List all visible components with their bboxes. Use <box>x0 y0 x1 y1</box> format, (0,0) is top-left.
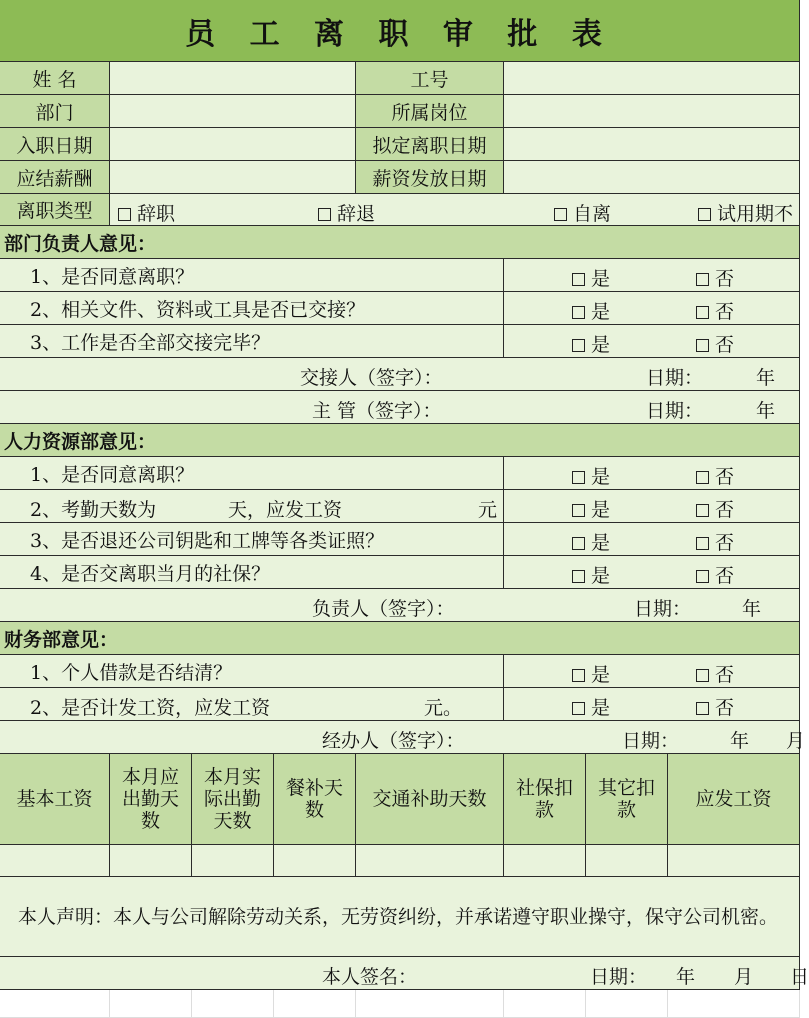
checkbox-icon[interactable] <box>696 504 709 517</box>
salary-header-required-days: 本月应出勤天数 <box>110 754 192 845</box>
finance-q2-text-a: 2、是否计发工资，应发工资 <box>30 697 271 719</box>
date-label: 日期： <box>646 367 704 389</box>
yes-option[interactable]: 是 <box>572 495 610 522</box>
checkbox-icon[interactable] <box>696 669 709 682</box>
leave-type-label: 离职类型 <box>0 194 110 226</box>
position-label: 所属岗位 <box>356 95 504 128</box>
hr-q4-answer <box>504 556 800 589</box>
checkbox-icon[interactable] <box>696 471 709 484</box>
salary-cell-transport-days[interactable] <box>356 845 504 877</box>
blank-cell <box>110 990 192 1018</box>
date-label: 日期： <box>622 730 680 752</box>
hr-sign-label: 负责人（签字）： <box>312 598 455 620</box>
no-option[interactable]: 否 <box>696 528 734 555</box>
finance-q2 <box>0 688 504 721</box>
blank-cell <box>0 990 110 1018</box>
no-option[interactable]: 否 <box>696 297 734 324</box>
hr-sign-row <box>0 589 800 622</box>
salary-header-meal-days: 餐补天数 <box>274 754 356 845</box>
hr-q1-answer <box>504 457 800 490</box>
yes-option[interactable]: 是 <box>572 693 610 720</box>
hire-date-label: 入职日期 <box>0 128 110 161</box>
day-label: 日 <box>790 966 809 988</box>
hr-q3: 3、是否退还公司钥匙和工牌等各类证照？ <box>0 523 504 556</box>
handover-sign-row <box>0 358 800 391</box>
no-option[interactable]: 否 <box>696 330 734 357</box>
leave-date-field[interactable] <box>504 128 800 161</box>
checkbox-icon[interactable] <box>696 537 709 550</box>
salary-cell-meal-days[interactable] <box>274 845 356 877</box>
salary-cell-base[interactable] <box>0 845 110 877</box>
checkbox-icon[interactable] <box>572 471 585 484</box>
checkbox-icon[interactable] <box>572 570 585 583</box>
checkbox-icon[interactable] <box>572 669 585 682</box>
hr-section-heading: 人力资源部意见： <box>0 424 800 457</box>
year-label: 年 <box>756 367 776 389</box>
pay-date-label: 薪资发放日期 <box>356 161 504 194</box>
checkbox-icon[interactable] <box>554 208 567 221</box>
no-option[interactable]: 否 <box>696 462 734 489</box>
no-option[interactable]: 否 <box>696 264 734 291</box>
name-label: 姓 名 <box>0 62 110 95</box>
no-option[interactable]: 否 <box>696 693 734 720</box>
yes-option[interactable]: 是 <box>572 561 610 588</box>
blank-cell <box>668 990 800 1018</box>
blank-cell <box>504 990 586 1018</box>
salary-cell-actual-days[interactable] <box>192 845 274 877</box>
year-label: 年 <box>676 966 696 988</box>
finance-q1: 1、个人借款是否结清？ <box>0 655 504 688</box>
yes-option[interactable]: 是 <box>572 330 610 357</box>
employee-id-field[interactable] <box>504 62 800 95</box>
dept-q3-answer <box>504 325 800 358</box>
salary-cell-net-pay[interactable] <box>668 845 800 877</box>
supervisor-sign-row <box>0 391 800 424</box>
hr-q1: 1、是否同意离职？ <box>0 457 504 490</box>
position-field[interactable] <box>504 95 800 128</box>
month-label: 月 <box>786 730 806 752</box>
finance-q2-answer <box>504 688 800 721</box>
yes-option[interactable]: 是 <box>572 297 610 324</box>
dept-q1: 1、是否同意离职？ <box>0 259 504 292</box>
option-probation[interactable]: 试用期不 <box>698 199 793 226</box>
checkbox-icon[interactable] <box>572 306 585 319</box>
yes-option[interactable]: 是 <box>572 528 610 555</box>
salary-header-actual-days: 本月实际出勤天数 <box>192 754 274 845</box>
dept-q3: 3、工作是否全部交接完毕？ <box>0 325 504 358</box>
hire-date-field[interactable] <box>110 128 356 161</box>
blank-cell <box>274 990 356 1018</box>
yes-option[interactable]: 是 <box>572 660 610 687</box>
blank-cell <box>192 990 274 1018</box>
dept-section-heading: 部门负责人意见： <box>0 226 800 259</box>
no-option[interactable]: 否 <box>696 495 734 522</box>
checkbox-icon[interactable] <box>696 702 709 715</box>
checkbox-icon[interactable] <box>118 208 131 221</box>
finance-sign-row <box>0 721 806 754</box>
finance-q2-text-b: 元。 <box>424 697 463 719</box>
salary-cell-social-insurance[interactable] <box>504 845 586 877</box>
hr-q3-answer <box>504 523 800 556</box>
finance-q1-answer <box>504 655 800 688</box>
salary-cell-required-days[interactable] <box>110 845 192 877</box>
leave-type-options <box>110 194 800 226</box>
checkbox-icon[interactable] <box>696 273 709 286</box>
checkbox-icon[interactable] <box>696 339 709 352</box>
date-label: 日期： <box>590 966 648 988</box>
hr-q2 <box>0 490 504 523</box>
dept-field[interactable] <box>110 95 356 128</box>
checkbox-icon[interactable] <box>696 306 709 319</box>
supervisor-sign-label: 主 管（签字）： <box>312 400 442 422</box>
option-self-leave[interactable]: 自离 <box>554 199 611 226</box>
hr-q2-text-c: 元 <box>478 499 498 521</box>
salary-header-transport-days: 交通补助天数 <box>356 754 504 845</box>
dept-q2-answer <box>504 292 800 325</box>
hr-q4: 4、是否交离职当月的社保？ <box>0 556 504 589</box>
salary-header-net-pay: 应发工资 <box>668 754 800 845</box>
option-resign[interactable]: 辞职 <box>118 199 175 226</box>
month-label: 月 <box>734 966 754 988</box>
leave-date-label: 拟定离职日期 <box>356 128 504 161</box>
employee-signature-row <box>0 957 809 990</box>
salary-header-other-deduction: 其它扣款 <box>586 754 668 845</box>
checkbox-icon[interactable] <box>572 273 585 286</box>
yes-option[interactable]: 是 <box>572 264 610 291</box>
checkbox-icon[interactable] <box>318 208 331 221</box>
pay-date-field[interactable] <box>504 161 800 194</box>
salary-header-base: 基本工资 <box>0 754 110 845</box>
dept-q1-answer <box>504 259 800 292</box>
signature-label: 本人签名： <box>322 966 418 988</box>
no-option[interactable]: 否 <box>696 660 734 687</box>
hr-q2-answer <box>504 490 800 523</box>
finance-section-heading: 财务部意见： <box>0 622 800 655</box>
employee-statement: 本人声明：本人与公司解除劳动关系，无劳资纠纷，并承诺遵守职业操守，保守公司机密。 <box>0 877 800 957</box>
checkbox-icon[interactable] <box>572 537 585 550</box>
hr-q2-text-a: 2、考勤天数为 <box>30 499 157 521</box>
hr-q2-text-b: 天，应发工资 <box>228 499 343 521</box>
checkbox-icon[interactable] <box>698 208 711 221</box>
blank-cell <box>586 990 668 1018</box>
finance-sign-label: 经办人（签字）： <box>322 730 465 752</box>
date-label: 日期： <box>634 598 692 620</box>
name-field[interactable] <box>110 62 356 95</box>
dept-label: 部门 <box>0 95 110 128</box>
checkbox-icon[interactable] <box>572 339 585 352</box>
salary-due-field[interactable] <box>110 161 356 194</box>
year-label: 年 <box>756 400 776 422</box>
yes-option[interactable]: 是 <box>572 462 610 489</box>
date-label: 日期： <box>646 400 704 422</box>
handover-sign-label: 交接人（签字）： <box>300 367 443 389</box>
year-label: 年 <box>730 730 750 752</box>
salary-header-social-insurance: 社保扣款 <box>504 754 586 845</box>
checkbox-icon[interactable] <box>572 702 585 715</box>
checkbox-icon[interactable] <box>572 504 585 517</box>
blank-cell <box>356 990 504 1018</box>
salary-cell-other-deduction[interactable] <box>586 845 668 877</box>
dept-q2: 2、相关文件、资料或工具是否已交接？ <box>0 292 504 325</box>
form-title: 员 工 离 职 审 批 表 <box>0 0 800 62</box>
year-label: 年 <box>742 598 762 620</box>
option-dismissed[interactable]: 辞退 <box>318 199 375 226</box>
employee-id-label: 工号 <box>356 62 504 95</box>
no-option[interactable]: 否 <box>696 561 734 588</box>
salary-due-label: 应结薪酬 <box>0 161 110 194</box>
checkbox-icon[interactable] <box>696 570 709 583</box>
